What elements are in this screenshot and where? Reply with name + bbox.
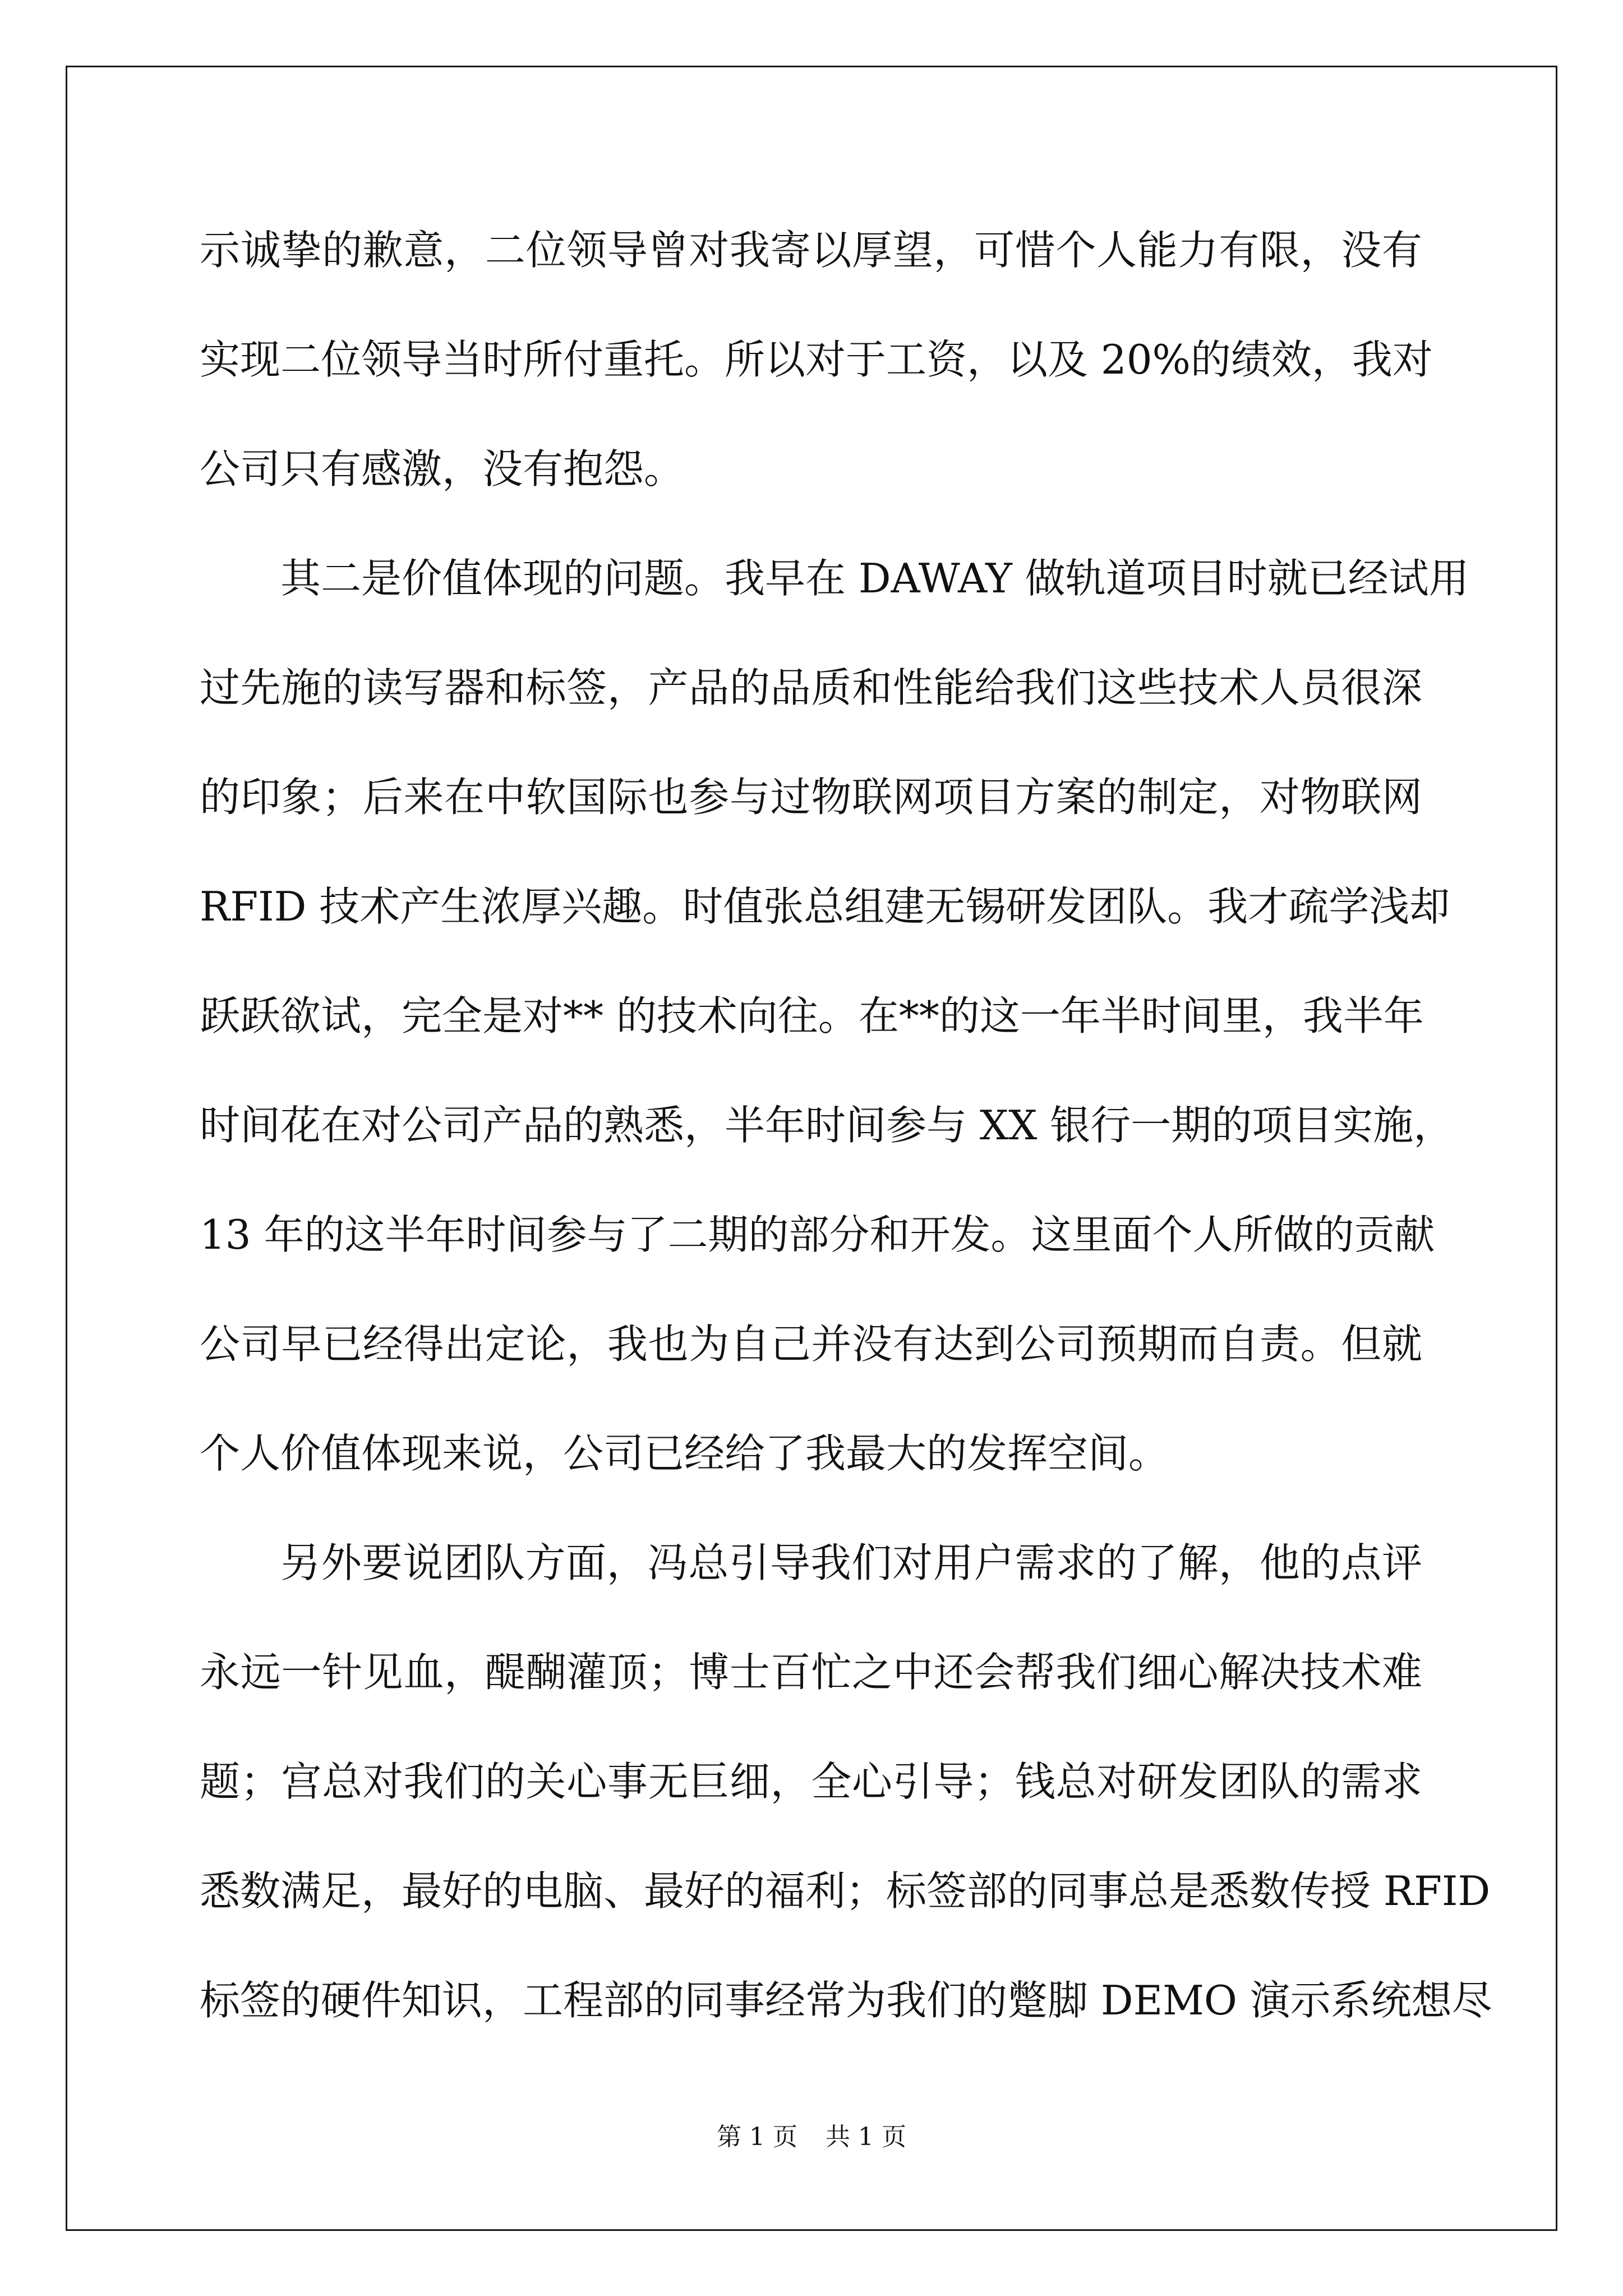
text-line: 公司早已经得出定论，我也为自己并没有达到公司预期而自责。但就 — [200, 1320, 1422, 1368]
text-line: 题；宫总对我们的关心事无巨细，全心引导；钱总对研发团队的需求 — [200, 1758, 1422, 1805]
text-line: 示诚挚的歉意，二位领导曾对我寄以厚望，可惜个人能力有限，没有 — [200, 227, 1422, 274]
text-line: 标签的硬件知识，工程部的同事经常为我们的蹩脚 DEMO 演示系统想尽 — [200, 1977, 1492, 2024]
text-line: 个人价值体现来说，公司已经给了我最大的发挥空间。 — [200, 1430, 1169, 1477]
paragraph-first-line: 其二是价值体现的问题。我早在 DAWAY 做轨道项目时就已经试用 — [280, 555, 1469, 602]
text-line: 跃跃欲试，完全是对** 的技术向往。在**的这一年半时间里，我半年 — [200, 992, 1424, 1039]
text-line: 永远一针见血，醍醐灌顶；博士百忙之中还会帮我们细心解决技术难 — [200, 1649, 1422, 1696]
text-line: 悉数满足，最好的电脑、最好的福利；标签部的同事总是悉数传授 RFID — [200, 1867, 1491, 1915]
text-line: 实现二位领导当时所付重托。所以对于工资，以及 20%的绩效，我对 — [200, 336, 1433, 383]
text-line: 的印象；后来在中软国际也参与过物联网项目方案的制定，对物联网 — [200, 774, 1422, 821]
text-line: 时间花在对公司产品的熟悉，半年时间参与 XX 银行一期的项目实施， — [200, 1102, 1454, 1149]
text-line: 公司只有感激，没有抱怨。 — [200, 445, 685, 493]
text-line: RFID 技术产生浓厚兴趣。时值张总组建无锡研发团队。我才疏学浅却 — [200, 883, 1450, 930]
text-line: 13 年的这半年时间参与了二期的部分和开发。这里面个人所做的贡献 — [200, 1211, 1435, 1258]
paragraph-first-line: 另外要说团队方面，冯总引导我们对用户需求的了解，他的点评 — [280, 1539, 1422, 1586]
document-body — [200, 211, 1492, 2070]
text-line: 过先施的读写器和标签，产品的品质和性能给我们这些技术人员很深 — [200, 664, 1422, 711]
page-total: 共 1 页 — [826, 2123, 906, 2151]
page-number: 第 1 页 — [717, 2123, 797, 2151]
page-footer — [0, 2120, 1623, 2154]
